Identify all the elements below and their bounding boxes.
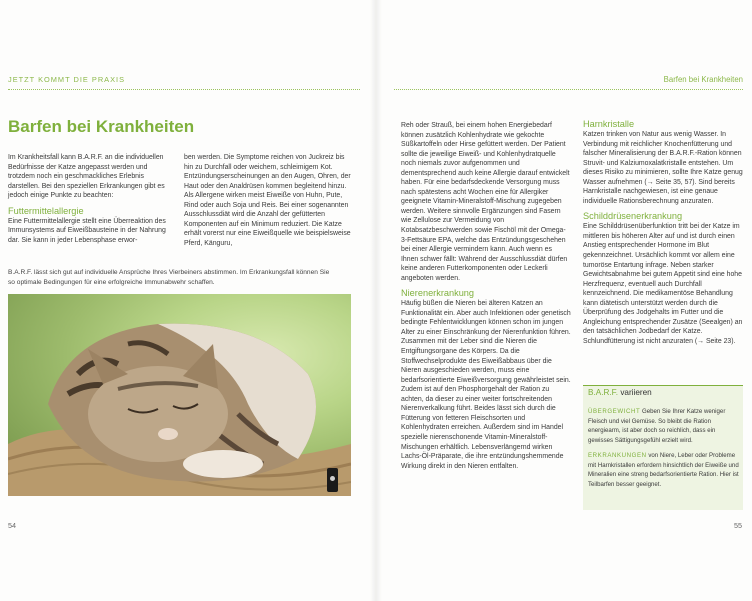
camera-icon xyxy=(327,468,338,492)
page-number-left: 54 xyxy=(8,521,16,530)
page-title: Barfen bei Krankheiten xyxy=(8,117,195,136)
info-item-overweight-text: Geben Sie Ihrer Katze weniger Fleisch und viel Gemüse. So bleibt die Ration energiearm, ist aber doch so reichlich, dass ein gewisses Sättigungsgefühl erzielt wird. xyxy=(588,408,726,444)
info-item-overweight xyxy=(588,407,740,445)
kidney-paragraph: Häufig büßen die Nieren bei älteren Katzen an Funktionalität ein. Aber auch Infektionen oder genetisch bedingte Fehlentwicklungen können schon im jungen Alter zu einer Einschränkung der Nierenfunktion führen. Zusammen mit der Leber sind die Nieren die Entgiftungsorgane des Körpers. Da die Stoffwechselprodukte des Eiweißabbaus über die Nieren ausgeschieden werden, muss eine bedarfsorientierte Eiweißversorgung gewährleistet sein. Zudem ist auf den Phosphorgehalt der Ration zu achten, da dieser zu einer weiter fortschreitenden Nierenverkalkung führt. Beides lässt sich durch die Fütterung von fetteren Fleischsorten und Kohlenhydraten erreichen. Außerdem sind im Handel spezielle nierenschonende Vitamin-Mineralstoff-Mischungen erhältlich. Lebensverlängernd wirken Lachs-Öl-Präparate, die ihre entzündungshemmende Wirkung direkt in den Nieren entfalten. xyxy=(401,300,571,470)
info-box-body xyxy=(588,407,740,495)
right-column-2 xyxy=(583,118,743,346)
book-gutter xyxy=(370,0,382,601)
header-rule-right xyxy=(394,89,743,90)
running-head-right: Barfen bei Krankheiten xyxy=(663,75,743,84)
allergy-continued-paragraph: ben werden. Die Symptome reichen von Juckreiz bis hin zu Durchfall oder weichem, schleimigem Kot. Entzündungserscheinungen an den Augen, Ohren, der Haut oder den Analdrüsen kommen begleitend hinzu. Als Allergene wirken meist Eiweiße von Huhn, Pute, Rind oder auch Soja und Reis. Bei einer sogenannten Ausschlussdiät wird die Anzahl der gefütterten Komponenten auf ein Minimum reduziert. Die Katze erhält vorerst nur eine Eiweißquelle wie beispielsweise Pferd, Känguru, xyxy=(184,154,351,247)
sleeping-cat-image xyxy=(8,294,351,496)
heading-harnkristalle: Harnkristalle xyxy=(583,119,635,129)
crystals-paragraph: Katzen trinken von Natur aus wenig Wasser. In Verbindung mit reichlicher Knochenfütterung und falscher Mineralisierung der B.A.R.F.-Ration können Struvit- und Kalziumoxalatkristalle entstehen. Um dieses Risiko zu minimieren, sollte Ihre Katze genug Wasser aufnehmen (→ Seite 35, 57). Sind bereits Harnkristalle nachgewiesen, ist eine genaue individuelle Rationsberechnung anzuraten. xyxy=(583,131,743,205)
header-rule-left xyxy=(8,89,360,90)
heading-schilddruesenerkrankung: Schilddrüsenerkrankung xyxy=(583,211,683,222)
info-box-title-prefix: B.A.R.F. xyxy=(588,388,619,397)
info-item-diseases-text: von Niere, Leber oder Probleme mit Harnkristallen erfordern hinsichtlich der Eiweiße und Mineralien eine streng bedarfsorientierte Ration. Hier ist Teilbarfen besser geeignet. xyxy=(588,452,739,488)
info-item-diseases-keyword: ERKRANKUNGEN xyxy=(588,452,647,459)
allergy-paragraph: Eine Futtermittelallergie stellt eine Überreaktion des Immunsystems auf Eiweißbausteine in der Nahrung dar. Sie kann in jeder Lebensphase erwor- xyxy=(8,217,166,244)
left-column-2 xyxy=(184,153,354,248)
running-head-left: JETZT KOMMT DIE PRAXIS xyxy=(8,75,125,84)
info-box xyxy=(583,385,743,510)
left-column-1 xyxy=(8,153,176,245)
page-number-right: 55 xyxy=(734,521,742,530)
heading-futtermittelallergie: Futtermittelallergie xyxy=(8,205,84,216)
thyroid-paragraph: Eine Schilddrüsenüberfunktion tritt bei der Katze im mittleren bis höheren Alter auf und ist durch einen Anstieg entsprechender Hormone im Blut gekennzeichnet. Ursächlich kommt vor allem eine tumoröse Entartung infrage. Neben starker Gewichtsabnahme bei gutem Appetit sind eine hohe Herzfrequenz, eventuell auch Durchfall kennzeichnend. Die medikamentöse Behandlung kann diätetisch unterstützt werden durch die Überprüfung des Jodgehalts im Futter und die Angleichung entsprechender Zusätze (Seealgen) an den tatsächlichen Jodbedarf der Katze. Schlundfütterung ist nicht anzuraten (→ Seite 23). xyxy=(583,223,743,345)
photo-caption: B.A.R.F. lässt sich gut auf individuelle Ansprüche Ihres Vierbeiners abstimmen. Im Erkrankungsfall können Sie so optimale Bedingungen für eine erfolgreiche Immunabwehr schaffen. xyxy=(8,269,330,286)
right-column-1 xyxy=(401,121,571,471)
info-item-overweight-keyword: ÜBERGEWICHT xyxy=(588,408,641,415)
heading-nierenerkrankung: Nierenerkrankung xyxy=(401,288,475,299)
allergy-diet-paragraph: Reh oder Strauß, bei einem hohen Energiebedarf können zusätzlich Kohlenhydrate wie gekochte Süßkartoffeln oder Hirse gefüttert werden. Der Patient sollte die jeweilige Eiweiß- und Kohlenhydratquelle noch niemals zuvor aufgenommen und dementsprechend auch keine Allergie darauf entwickelt haben. Für eine bedarfsdeckende Versorgung muss nach spätestens acht Wochen eine für Allergiker geeignete Vitamin-Mineralstoff-Mischung zugegeben werden. Weitere sinnvolle Ergänzungen sind Fasern wie Zellulose zur Vermeidung von Kotabsatzbeschwerden sowie Fischöl mit der Omega-3-Fettsäure EPA, welche das Entzündungsgeschehen bei einer Allergie vermindern kann. Auch wenn es Ihnen schwer fällt: Während der Ausschlussdiät dürfen keine anderen Futterkomponenten oder Leckerli angeboten werden. xyxy=(401,122,570,282)
info-box-title-suffix: variieren xyxy=(620,388,652,397)
info-box-title xyxy=(588,388,652,397)
info-item-diseases xyxy=(588,451,740,489)
intro-paragraph: Im Krankheitsfall kann B.A.R.F. an die individuellen Bedürfnisse der Katze angepasst werden und trotzdem noch ein geschmackliches Erlebnis darstellen. Bei den speziellen Erkrankungen gibt es jedoch einige Punkte zu beachten: xyxy=(8,154,165,200)
cat-photo xyxy=(8,294,351,496)
